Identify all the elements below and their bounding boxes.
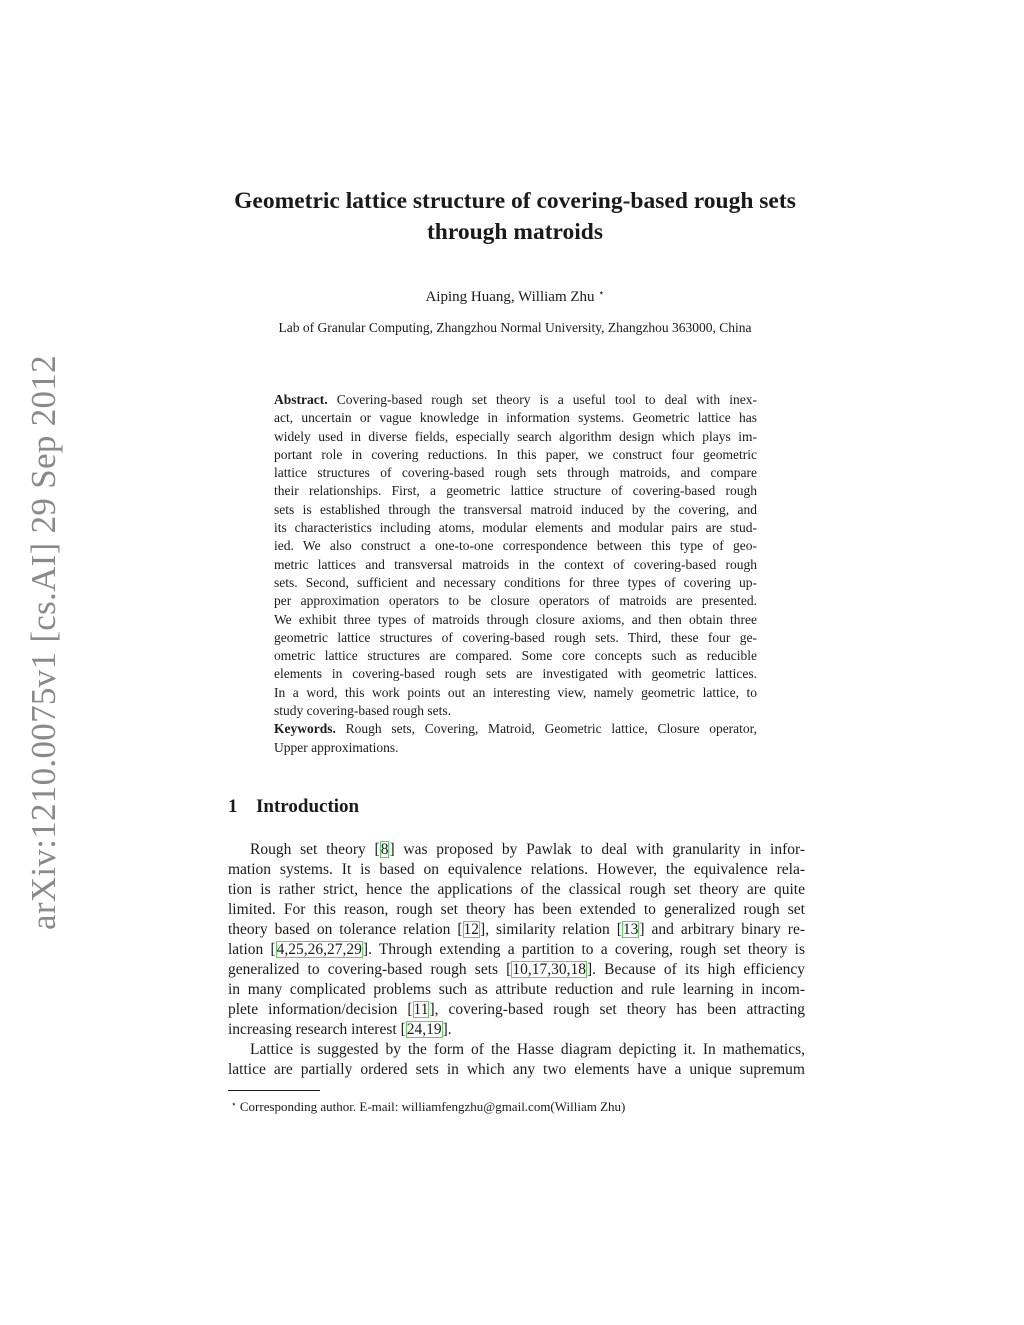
abstract-line: their relationships. First, a geometric lattice structure of covering-based rough	[274, 483, 757, 499]
body-line: increasing research interest [24,19].	[228, 1021, 452, 1038]
author-names: Aiping Huang, William Zhu	[425, 289, 595, 305]
citation-link[interactable]: 24,19	[406, 1021, 442, 1038]
abstract-line: ometric lattice structures are compared. Some core concepts such as reducible	[274, 648, 757, 664]
body-line: tion is rather strict, hence the applications of the classical rough set theory are quite	[228, 881, 805, 898]
footnote-mark: ⋆	[231, 1099, 237, 1109]
footnote-text: Corresponding author. E-mail: williamfengzhu@gmail.com(William Zhu)	[239, 1099, 626, 1114]
citation-link[interactable]: 11	[413, 1001, 429, 1018]
keywords-line: Upper approximations.	[274, 739, 399, 755]
body-line: mation systems. It is based on equivalence relations. However, the equivalence rela-	[228, 861, 805, 878]
abstract-line: elements in covering-based rough sets are investigated with geometric lattices.	[274, 666, 757, 682]
section-title: Introduction	[256, 796, 360, 817]
abstract-line: act, uncertain or vague knowledge in information systems. Geometric lattice has	[274, 410, 757, 426]
affiliation: Lab of Granular Computing, Zhangzhou Normal University, Zhangzhou 363000, China	[278, 320, 752, 335]
body-line: limited. For this reason, rough set theory has been extended to generalized rough set	[228, 901, 805, 918]
abstract-line: ied. We also construct a one-to-one correspondence between this type of geo-	[274, 538, 757, 554]
abstract-line: widely used in diverse fields, especially search algorithm design which plays im-	[274, 428, 757, 444]
citation-link[interactable]: 4,25,26,27,29	[276, 941, 362, 958]
body-line: plete information/decision [11], covering-based rough set theory has been attracting	[228, 1001, 805, 1018]
body-line: Rough set theory [8] was proposed by Pawlak to deal with granularity in infor-	[250, 841, 805, 858]
abstract-line: its characteristics including atoms, modular elements and modular pairs are stud-	[274, 520, 757, 536]
title-line-1: Geometric lattice structure of covering-based rough sets	[234, 188, 796, 214]
section-heading	[228, 795, 359, 819]
corresponding-author-mark: ⋆	[598, 288, 605, 299]
body-line: generalized to covering-based rough sets [10,17,30,18]. Because of its high efficiency	[228, 961, 806, 978]
arxiv-stamp: arXiv:1210.0075v1 [cs.AI] 29 Sep 2012	[24, 355, 63, 930]
abstract-line: lattice structures of covering-based rough sets through matroids, and compare	[274, 465, 757, 481]
paper-title	[190, 186, 840, 248]
title-line-2: through matroids	[426, 219, 604, 245]
abstract-line: We exhibit three types of matroids through closure axioms, and then obtain three	[274, 611, 757, 627]
body-line: lattice are partially ordered sets in which any two elements have a unique supremum	[228, 1061, 805, 1078]
introduction-body	[228, 840, 805, 1080]
abstract-label: Abstract.	[274, 392, 328, 407]
abstract-line: sets is established through the transversal matroid induced by the covering, and	[274, 501, 757, 517]
abstract-line: per approximation operators to be closure operators of matroids are presented.	[274, 593, 757, 609]
abstract-line: metric lattices and transversal matroids in the context of covering-based rough	[274, 556, 757, 572]
citation-link[interactable]: 8	[380, 841, 389, 858]
abstract-line: In a word, this work points out an interesting view, namely geometric lattice, to	[274, 684, 757, 700]
abstract	[274, 391, 757, 757]
footnote-rule	[228, 1090, 320, 1091]
citation-link[interactable]: 13	[622, 921, 639, 938]
abstract-line: portant role in covering reductions. In this paper, we construct four geometric	[274, 446, 757, 462]
abstract-line: Abstract. Covering-based rough set theory is a useful tool to deal with inex-	[274, 392, 758, 407]
keywords-line: Keywords. Rough sets, Covering, Matroid, Geometric lattice, Closure operator,	[274, 721, 757, 737]
abstract-line: geometric lattice structures of covering-based rough sets. Third, these four ge-	[274, 629, 757, 645]
body-line: in many complicated problems such as attribute reduction and rule learning in incom-	[228, 981, 805, 998]
body-line: lation [4,25,26,27,29]. Through extending a partition to a covering, rough set theory is	[228, 941, 805, 958]
section-number: 1	[228, 796, 238, 817]
body-line: theory based on tolerance relation [12], similarity relation [13] and arbitrary binary re-	[228, 921, 806, 938]
authors	[230, 284, 800, 307]
footnote	[231, 1096, 811, 1115]
abstract-line: study covering-based rough sets.	[274, 703, 451, 719]
citation-link[interactable]: 12	[463, 921, 480, 938]
abstract-line: sets. Second, sufficient and necessary conditions for three types of covering up-	[274, 574, 757, 590]
citation-link[interactable]: 10,17,30,18	[512, 961, 586, 978]
body-line: Lattice is suggested by the form of the Hasse diagram depicting it. In mathematics,	[250, 1041, 805, 1058]
keywords-label: Keywords.	[274, 721, 336, 737]
